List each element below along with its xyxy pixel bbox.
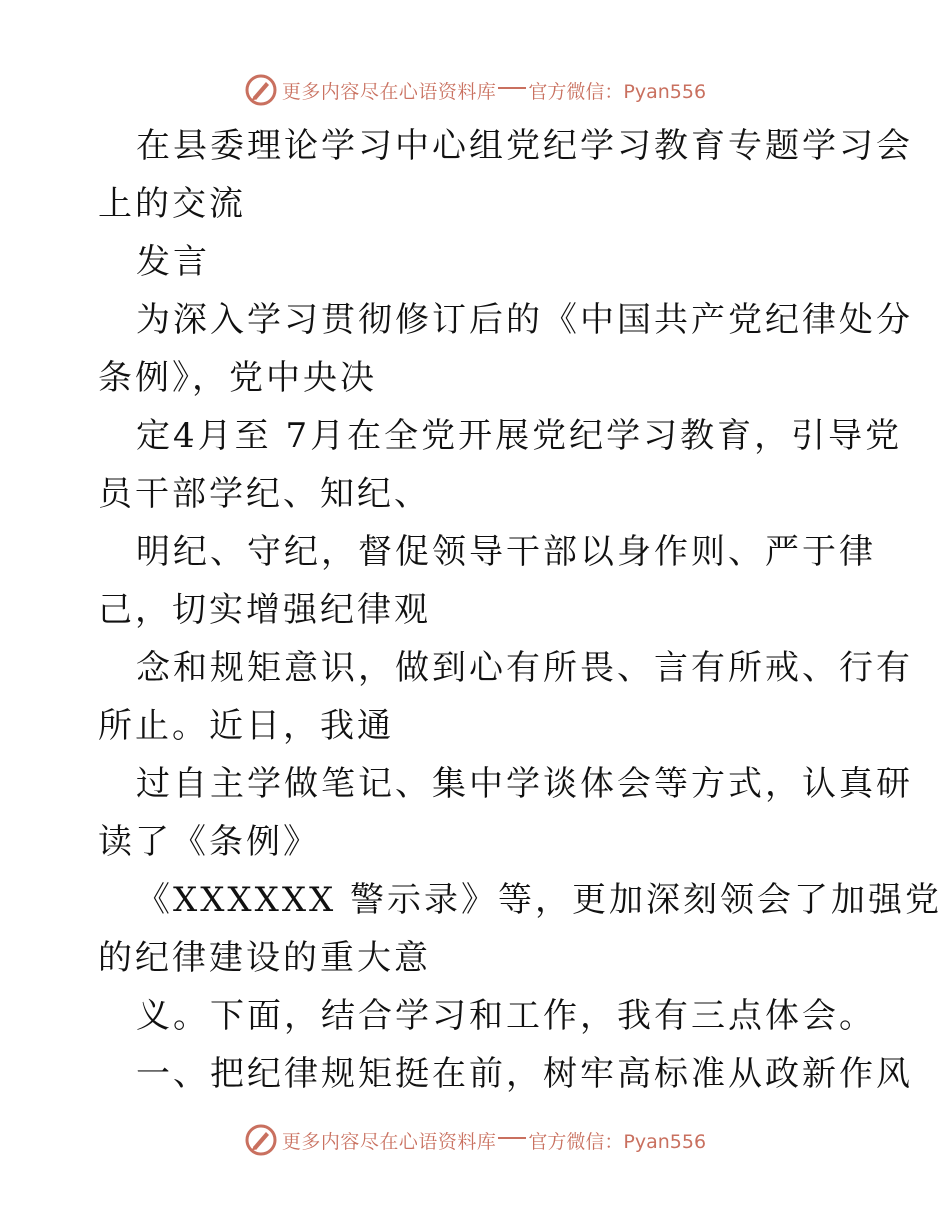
document-line: 己，切实增强纪律观 — [98, 590, 431, 630]
footer-banner[interactable] — [0, 1120, 950, 1160]
banner-wechat-text: 官方微信：Pyan556 — [528, 1130, 707, 1153]
document-line: 定4月至 7月在全党开展党纪学习教育，引导党 — [136, 416, 903, 456]
banner-dash — [498, 87, 526, 89]
document-line: 条例》，党中央决 — [98, 358, 377, 398]
banner-dash — [498, 1137, 526, 1139]
document-line: 念和规矩意识，做到心有所畏、言有所戒、行有 — [136, 648, 913, 688]
document-line: 上的交流 — [98, 184, 246, 224]
document-line: 的纪律建设的重大意 — [98, 938, 431, 978]
quill-pen-logo-icon — [244, 73, 278, 107]
document-line: 发言 — [136, 242, 210, 282]
document-line: 明纪、守纪，督促领导干部以身作则、严于律 — [136, 532, 876, 572]
document-line: 读了《条例》 — [98, 822, 320, 862]
banner-main-text: 更多内容尽在心语资料库 — [281, 80, 497, 103]
banner-wechat-text: 官方微信：Pyan556 — [528, 80, 707, 103]
document-line: 《XXXXXX 警示录》等，更加深刻领会了加强党 — [136, 880, 943, 920]
document-line: 过自主学做笔记、集中学谈体会等方式，认真研 — [136, 764, 913, 804]
document-line: 一、把纪律规矩挺在前，树牢高标准从政新作风 — [136, 1054, 913, 1094]
quill-pen-logo-icon — [244, 1123, 278, 1157]
header-banner[interactable] — [0, 70, 950, 110]
document-line: 员干部学纪、知纪、 — [98, 474, 431, 514]
banner-main-text: 更多内容尽在心语资料库 — [281, 1130, 497, 1153]
document-line: 在县委理论学习中心组党纪学习教育专题学习会 — [136, 126, 913, 166]
document-body — [98, 117, 943, 1103]
document-line: 为深入学习贯彻修订后的《中国共产党纪律处分 — [136, 300, 913, 340]
document-line: 义。下面，结合学习和工作，我有三点体会。 — [136, 996, 876, 1036]
document-line: 所止。近日，我通 — [98, 706, 394, 746]
